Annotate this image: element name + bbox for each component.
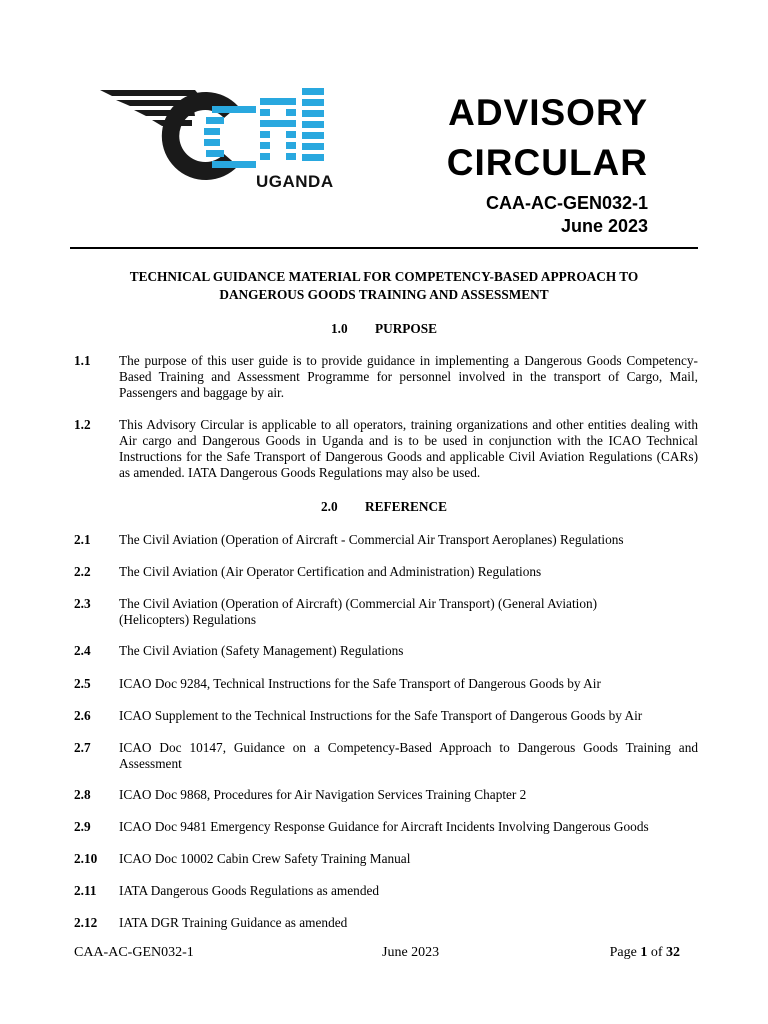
reference-number: 2.7 [74,740,91,755]
footer-page-current: 1 [640,945,648,960]
document-title-line2: DANGEROUS GOODS TRAINING AND ASSESSMENT [219,287,549,302]
paragraph-1-1 [70,353,698,401]
section-number: 1.0 [330,321,348,336]
footer-page-of: of [650,945,663,960]
section-title: PURPOSE [374,321,438,336]
header-title-line2: CIRCULAR [446,142,648,183]
reference-number: 2.2 [74,564,91,579]
reference-number: 2.4 [74,643,91,658]
document-title [70,268,698,304]
reference-text: ICAO Supplement to the Technical Instructions for the Safe Transport of Dangerous Goods by Air [119,708,643,723]
header-title-line1: ADVISORY [448,92,648,133]
section-heading-purpose [70,321,698,337]
reference-text: IATA Dangerous Goods Regulations as amended [119,883,380,898]
reference-item-2-7 [70,740,698,772]
reference-text: ICAO Doc 9868, Procedures for Air Navigation Services Training Chapter 2 [119,787,527,802]
header-doc-number: CAA-AC-GEN032-1 [485,193,648,213]
reference-item-2-9 [70,819,698,835]
reference-number: 2.6 [74,708,91,723]
reference-text: The Civil Aviation (Safety Management) Regulations [119,643,404,658]
reference-text: ICAO Doc 9481 Emergency Response Guidance for Aircraft Incidents Involving Dangerous Goods [119,819,649,834]
header-divider [70,247,698,249]
paragraph-text: This Advisory Circular is applicable to all operators, training organizations and other entities dealing with Air cargo and Dangerous Goods in Uganda and is to be used in conjunction with the ICAO Technical Instructions for the Safe Transport of Dangerous Goods and applicable Civil Aviation Regulations (CARs) as amended. IATA Dangerous Goods Regulations may also be used. [119,417,698,480]
reference-number: 2.12 [74,915,98,930]
reference-item-2-10 [70,851,698,867]
section-heading-reference [70,499,698,515]
reference-text: ICAO Doc 10147, Guidance on a Competency-Based Approach to Dangerous Goods Training and Assessment [119,740,698,771]
footer-date: June 2023 [382,945,440,960]
footer-page-total: 32 [666,945,680,960]
reference-item-2-1 [70,532,698,548]
paragraph-text: The purpose of this user guide is to provide guidance in implementing a Dangerous Goods Competency-Based Training and Assessment Programme for personnel involved in the transport of Cargo, Mail, Passengers and baggage by air. [119,353,698,400]
reference-number: 2.1 [74,532,91,547]
paragraph-number: 1.1 [74,353,91,368]
header-date: June 2023 [560,216,648,236]
reference-item-2-5 [70,676,698,692]
reference-item-2-6 [70,708,698,724]
reference-number: 2.9 [74,819,91,834]
logo-text: UGANDA [256,172,334,191]
reference-text: ICAO Doc 10002 Cabin Crew Safety Training Manual [119,851,411,866]
reference-number: 2.5 [74,676,91,691]
paragraph-1-2 [70,417,698,481]
reference-number: 2.8 [74,787,91,802]
document-title-line1: TECHNICAL GUIDANCE MATERIAL FOR COMPETENCY-BASED APPROACH TO [129,269,639,284]
paragraph-number: 1.2 [74,417,91,432]
footer-page-number [610,945,680,961]
footer-page-prefix: Page [609,945,637,960]
reference-item-2-4 [70,643,698,659]
reference-item-2-3 [70,596,698,628]
reference-text: The Civil Aviation (Air Operator Certification and Administration) Regulations [119,564,542,579]
reference-number: 2.11 [74,883,97,898]
reference-item-2-11 [70,883,698,899]
reference-text: ICAO Doc 9284, Technical Instructions for the Safe Transport of Dangerous Goods by Air [119,676,601,691]
reference-item-2-8 [70,787,698,803]
reference-text: The Civil Aviation (Operation of Aircraft) (Commercial Air Transport) (General Aviation) (Helicopters) Regulations [119,596,598,627]
section-title: REFERENCE [364,499,447,514]
reference-text: IATA DGR Training Guidance as amended [119,915,348,930]
section-number: 2.0 [320,499,338,514]
reference-item-2-12 [70,915,698,931]
reference-text: The Civil Aviation (Operation of Aircraft - Commercial Air Transport Aeroplanes) Regulations [119,532,624,547]
reference-number: 2.3 [74,596,91,611]
footer-doc-number: CAA-AC-GEN032-1 [74,945,194,960]
reference-item-2-2 [70,564,698,580]
header-title-block [447,88,648,238]
reference-number: 2.10 [74,851,98,866]
